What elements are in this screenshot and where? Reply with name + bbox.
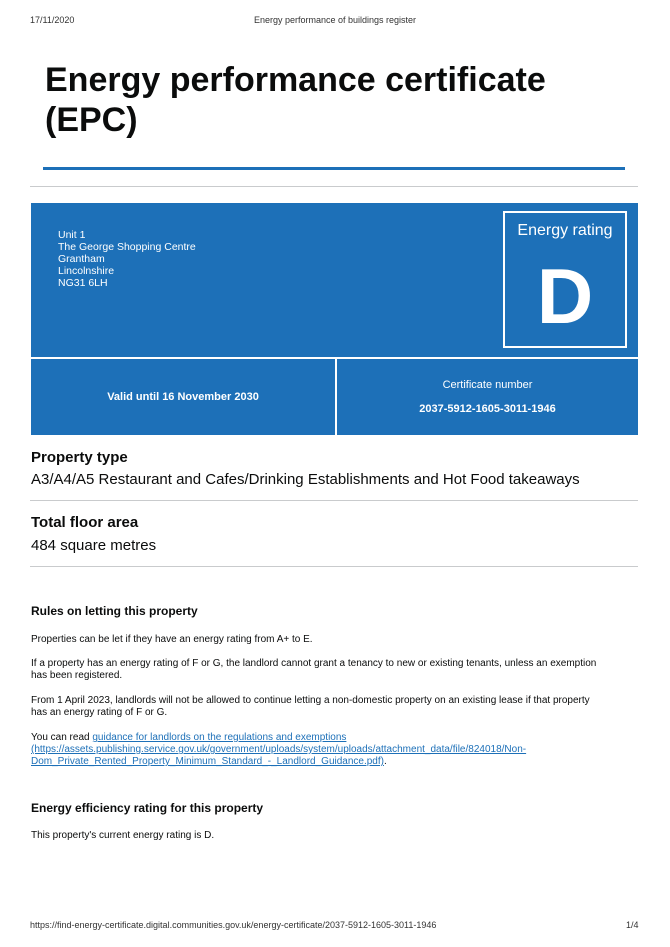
print-date: 17/11/2020 bbox=[30, 15, 75, 25]
guidance-url-link-continued[interactable]: Dom_Private_Rented_Property_Minimum_Standard_-_Landlord_Guidance.pdf) bbox=[31, 756, 384, 767]
efficiency-text: This property's current energy rating is D. bbox=[31, 830, 215, 841]
guidance-prefix: You can read bbox=[31, 732, 93, 743]
valid-until: Valid until 16 November 2030 bbox=[107, 391, 259, 403]
letting-rule-paragraph: If a property has an energy rating of F or G, the landlord cannot grant a tenancy to new or existing tenants, unless an exemption has been registered. bbox=[31, 658, 597, 681]
guidance-link[interactable]: guidance for landlords on the regulations and exemptions bbox=[92, 732, 347, 743]
guidance-url-link[interactable]: (https://assets.publishing.service.gov.uk/government/uploads/system/uploads/attachment_data/file/824018/Non- bbox=[31, 744, 527, 755]
divider bbox=[30, 566, 638, 567]
letting-rule-paragraph: From 1 April 2023, landlords will not be allowed to continue letting a non-domestic property on an existing lease if that property has an energy rating of F or G. bbox=[31, 695, 590, 718]
address-line: Grantham bbox=[58, 253, 105, 265]
floor-area-heading: Total floor area bbox=[31, 514, 139, 531]
box-divider bbox=[335, 359, 337, 435]
divider bbox=[30, 500, 638, 501]
efficiency-heading: Energy efficiency rating for this property bbox=[31, 801, 264, 815]
energy-rating-box bbox=[503, 211, 627, 348]
page-number: 1/4 bbox=[626, 920, 639, 930]
guidance-paragraph bbox=[31, 732, 606, 768]
certificate-number-label: Certificate number bbox=[442, 379, 533, 391]
floor-area-value: 484 square metres bbox=[31, 537, 157, 554]
letting-rule-paragraph: Properties can be let if they have an energy rating from A+ to E. bbox=[31, 634, 313, 645]
certificate-number: 2037-5912-1605-3011-1946 bbox=[419, 403, 556, 415]
guidance-suffix: . bbox=[383, 756, 387, 767]
address-line: Unit 1 bbox=[58, 229, 86, 241]
footer-url: https://find-energy-certificate.digital.communities.gov.uk/energy-certificate/2037-5912-1605-3011-1946 bbox=[30, 920, 437, 930]
property-type-heading: Property type bbox=[31, 449, 128, 466]
address-line: Lincolnshire bbox=[58, 265, 115, 277]
letting-rules-heading: Rules on letting this property bbox=[31, 604, 198, 618]
address-line: NG31 6LH bbox=[58, 277, 108, 289]
property-type-value: A3/A4/A5 Restaurant and Cafes/Drinking Establishments and Hot Food takeaways bbox=[31, 471, 580, 488]
divider bbox=[30, 186, 638, 187]
epc-summary-box bbox=[31, 203, 638, 435]
energy-rating-label: Energy rating bbox=[517, 222, 613, 239]
address-line: The George Shopping Centre bbox=[58, 241, 196, 253]
title-underline bbox=[43, 167, 625, 170]
property-address bbox=[58, 229, 196, 289]
print-page-title: Energy performance of buildings register bbox=[253, 15, 417, 25]
print-header bbox=[0, 15, 670, 29]
energy-rating-value: D bbox=[536, 252, 594, 340]
page-title: Energy performance certificate (EPC) bbox=[45, 61, 546, 139]
